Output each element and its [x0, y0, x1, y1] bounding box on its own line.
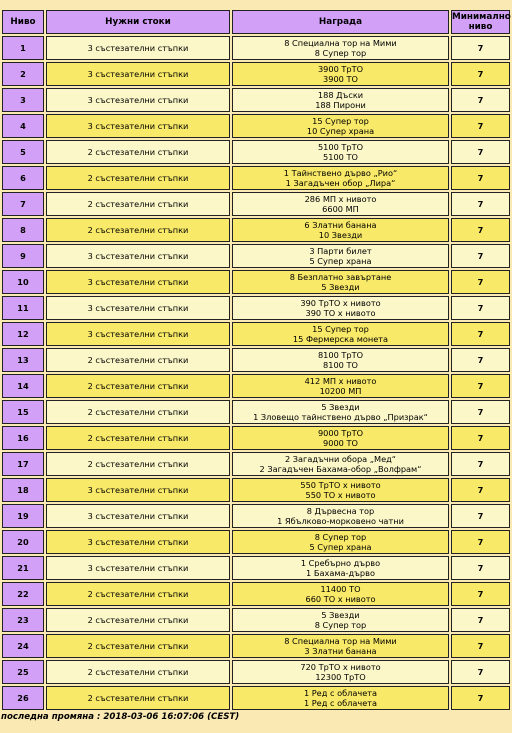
reward-line: 15 Фермерска монета	[292, 334, 389, 344]
table-row	[2, 374, 510, 398]
table-row	[2, 166, 510, 190]
reward-cell	[232, 244, 449, 268]
reward-line: 1 Тайнствено дърво „Рио“	[283, 168, 398, 178]
reward-cell	[232, 270, 449, 294]
goods-cell: 3 състезателни стъпки	[46, 62, 230, 86]
table-row	[2, 88, 510, 112]
table-row	[2, 660, 510, 684]
table-row	[2, 296, 510, 320]
reward-cell	[232, 322, 449, 346]
min-level-cell: 7	[451, 348, 510, 372]
level-cell: 4	[2, 114, 44, 138]
min-level-cell: 7	[451, 452, 510, 476]
reward-line: 8 Супер тор	[314, 620, 367, 630]
reward-line: 11400 ТО	[320, 584, 361, 594]
reward-line: 8 Дървесна тор	[306, 506, 375, 516]
table-row	[2, 530, 510, 554]
level-cell: 11	[2, 296, 44, 320]
min-level-cell: 7	[451, 322, 510, 346]
reward-cell	[232, 608, 449, 632]
min-level-cell: 7	[451, 634, 510, 658]
min-level-cell: 7	[451, 270, 510, 294]
last-modified: последна промяна : 2018-03-06 16:07:06 (CEST)	[1, 712, 240, 722]
reward-line: 5 Супер храна	[309, 542, 372, 552]
reward-line: 1 Загадъчен обор „Лира“	[285, 178, 396, 188]
header-row	[2, 10, 510, 34]
reward-line: 1 Зловещо тайнствено дърво „Призрак“	[253, 412, 428, 422]
min-level-cell: 7	[451, 36, 510, 60]
reward-cell	[232, 140, 449, 164]
reward-cell	[232, 426, 449, 450]
level-cell: 9	[2, 244, 44, 268]
reward-line: 10 Супер храна	[306, 126, 375, 136]
goods-cell: 2 състезателни стъпки	[46, 426, 230, 450]
reward-line: 3 Златни банана	[304, 646, 377, 656]
reward-cell	[232, 400, 449, 424]
goods-cell: 2 състезателни стъпки	[46, 452, 230, 476]
table-row	[2, 400, 510, 424]
level-cell: 3	[2, 88, 44, 112]
reward-line: 5100 ТрТО	[317, 142, 364, 152]
reward-line: 2 Загадъчни обора „Мед“	[284, 454, 397, 464]
min-level-cell: 7	[451, 114, 510, 138]
goods-cell: 2 състезателни стъпки	[46, 608, 230, 632]
level-cell: 24	[2, 634, 44, 658]
table-row	[2, 686, 510, 710]
table-row	[2, 322, 510, 346]
table-row	[2, 504, 510, 528]
table-row	[2, 270, 510, 294]
reward-line: 2 Загадъчен Бахама-обор „Волфрам“	[259, 464, 422, 474]
min-level-cell: 7	[451, 556, 510, 580]
header-min-level	[451, 10, 510, 34]
reward-line: 5 Звезди	[321, 610, 360, 620]
table-row	[2, 62, 510, 86]
reward-line: 8 Специална тор на Мими	[284, 38, 397, 48]
header-reward: Награда	[232, 10, 449, 34]
reward-line: 6 Златни банана	[304, 220, 377, 230]
min-level-cell: 7	[451, 660, 510, 684]
table-row	[2, 478, 510, 502]
reward-line: 5100 ТО	[323, 152, 358, 162]
reward-line: 6600 МП	[322, 204, 359, 214]
reward-line: 412 МП x нивото	[304, 376, 377, 386]
goods-cell: 2 състезателни стъпки	[46, 192, 230, 216]
goods-cell: 2 състезателни стъпки	[46, 582, 230, 606]
level-cell: 22	[2, 582, 44, 606]
reward-line: 3900 ТО	[323, 74, 358, 84]
min-level-cell: 7	[451, 244, 510, 268]
level-cell: 17	[2, 452, 44, 476]
reward-line: 188 Пирони	[315, 100, 366, 110]
table-row	[2, 192, 510, 216]
min-level-cell: 7	[451, 426, 510, 450]
reward-line: 12300 ТрТО	[315, 672, 366, 682]
reward-line: 660 ТО x нивото	[305, 594, 376, 604]
reward-cell	[232, 452, 449, 476]
reward-cell	[232, 218, 449, 242]
reward-line: 1 Ред с облачета	[303, 698, 378, 708]
level-cell: 13	[2, 348, 44, 372]
reward-line: 1 Ред с облачета	[303, 688, 378, 698]
table-row	[2, 582, 510, 606]
reward-cell	[232, 348, 449, 372]
reward-cell	[232, 556, 449, 580]
reward-cell	[232, 686, 449, 710]
level-cell: 5	[2, 140, 44, 164]
reward-line: 15 Супер тор	[312, 116, 369, 126]
goods-cell: 2 състезателни стъпки	[46, 374, 230, 398]
table-row	[2, 114, 510, 138]
reward-cell	[232, 62, 449, 86]
level-cell: 23	[2, 608, 44, 632]
reward-line: 188 Дъски	[317, 90, 364, 100]
table-row	[2, 244, 510, 268]
min-level-cell: 7	[451, 374, 510, 398]
min-level-cell: 7	[451, 192, 510, 216]
goods-cell: 2 състезателни стъпки	[46, 660, 230, 684]
level-cell: 26	[2, 686, 44, 710]
min-level-cell: 7	[451, 218, 510, 242]
level-cell: 6	[2, 166, 44, 190]
min-level-cell: 7	[451, 686, 510, 710]
table-row	[2, 140, 510, 164]
level-cell: 8	[2, 218, 44, 242]
reward-cell	[232, 530, 449, 554]
reward-line: 8100 ТрТО	[317, 350, 364, 360]
goods-cell: 3 състезателни стъпки	[46, 114, 230, 138]
reward-line: 10 Звезди	[318, 230, 363, 240]
reward-cell	[232, 114, 449, 138]
min-level-cell: 7	[451, 530, 510, 554]
table-row	[2, 634, 510, 658]
reward-line: 1 Ябълково-морковено чатни	[277, 516, 404, 526]
level-cell: 21	[2, 556, 44, 580]
min-level-cell: 7	[451, 582, 510, 606]
reward-cell	[232, 634, 449, 658]
goods-cell: 3 състезателни стъпки	[46, 322, 230, 346]
min-level-cell: 7	[451, 400, 510, 424]
reward-line: 15 Супер тор	[312, 324, 369, 334]
level-cell: 12	[2, 322, 44, 346]
reward-line: 3900 ТрТО	[317, 64, 364, 74]
table-row	[2, 608, 510, 632]
level-cell: 25	[2, 660, 44, 684]
reward-cell	[232, 296, 449, 320]
reward-line: 720 ТрТО x нивото	[300, 662, 381, 672]
reward-line: 1 Сребърно дърво	[300, 558, 381, 568]
level-cell: 19	[2, 504, 44, 528]
min-level-cell: 7	[451, 88, 510, 112]
min-level-cell: 7	[451, 62, 510, 86]
goods-cell: 2 състезателни стъпки	[46, 686, 230, 710]
header-goods: Нужни стоки	[46, 10, 230, 34]
reward-line: 3 Парти билет	[309, 246, 372, 256]
level-cell: 1	[2, 36, 44, 60]
goods-cell: 2 състезателни стъпки	[46, 634, 230, 658]
reward-cell	[232, 192, 449, 216]
level-cell: 20	[2, 530, 44, 554]
reward-line: 8100 ТО	[323, 360, 358, 370]
header-min-level-line1: Минимално	[452, 12, 511, 22]
goods-cell: 2 състезателни стъпки	[46, 348, 230, 372]
reward-line: 10200 МП	[319, 386, 362, 396]
header-min-level-line2: ниво	[468, 22, 493, 32]
goods-cell: 3 състезателни стъпки	[46, 36, 230, 60]
reward-cell	[232, 374, 449, 398]
goods-cell: 3 състезателни стъпки	[46, 530, 230, 554]
reward-cell	[232, 36, 449, 60]
reward-line: 8 Специална тор на Мими	[284, 636, 397, 646]
reward-line: 8 Супер тор	[314, 48, 367, 58]
reward-cell	[232, 504, 449, 528]
level-cell: 7	[2, 192, 44, 216]
reward-cell	[232, 88, 449, 112]
rewards-table	[0, 8, 512, 712]
min-level-cell: 7	[451, 296, 510, 320]
reward-line: 8 Безплатно завъртане	[289, 272, 392, 282]
goods-cell: 3 състезателни стъпки	[46, 556, 230, 580]
reward-cell	[232, 660, 449, 684]
reward-line: 1 Бахама-дърво	[306, 568, 375, 578]
level-cell: 18	[2, 478, 44, 502]
table-row	[2, 36, 510, 60]
reward-cell	[232, 478, 449, 502]
reward-line: 8 Супер тор	[314, 532, 367, 542]
reward-line: 390 ТО x нивото	[305, 308, 376, 318]
reward-line: 390 ТрТО x нивото	[300, 298, 381, 308]
level-cell: 15	[2, 400, 44, 424]
level-cell: 14	[2, 374, 44, 398]
table-row	[2, 452, 510, 476]
level-cell: 16	[2, 426, 44, 450]
reward-line: 5 Звезди	[321, 402, 360, 412]
table-row	[2, 218, 510, 242]
header-level: Ниво	[2, 10, 44, 34]
reward-cell	[232, 166, 449, 190]
reward-line: 286 МП x нивото	[304, 194, 377, 204]
reward-line: 5 Звезди	[321, 282, 360, 292]
min-level-cell: 7	[451, 608, 510, 632]
min-level-cell: 7	[451, 166, 510, 190]
level-cell: 10	[2, 270, 44, 294]
min-level-cell: 7	[451, 504, 510, 528]
goods-cell: 2 състезателни стъпки	[46, 218, 230, 242]
goods-cell: 2 състезателни стъпки	[46, 140, 230, 164]
reward-line: 9000 ТрТО	[317, 428, 364, 438]
goods-cell: 2 състезателни стъпки	[46, 400, 230, 424]
table-row	[2, 556, 510, 580]
goods-cell: 3 състезателни стъпки	[46, 88, 230, 112]
reward-line: 9000 ТО	[323, 438, 358, 448]
min-level-cell: 7	[451, 140, 510, 164]
goods-cell: 3 състезателни стъпки	[46, 504, 230, 528]
table-row	[2, 348, 510, 372]
reward-line: 550 ТрТО x нивото	[300, 480, 381, 490]
reward-line: 5 Супер храна	[309, 256, 372, 266]
goods-cell: 3 състезателни стъпки	[46, 270, 230, 294]
level-cell: 2	[2, 62, 44, 86]
reward-line: 550 ТО x нивото	[305, 490, 376, 500]
table-row	[2, 426, 510, 450]
goods-cell: 3 състезателни стъпки	[46, 296, 230, 320]
table-body	[2, 36, 510, 710]
goods-cell: 3 състезателни стъпки	[46, 478, 230, 502]
goods-cell: 2 състезателни стъпки	[46, 166, 230, 190]
reward-cell	[232, 582, 449, 606]
min-level-cell: 7	[451, 478, 510, 502]
goods-cell: 3 състезателни стъпки	[46, 244, 230, 268]
